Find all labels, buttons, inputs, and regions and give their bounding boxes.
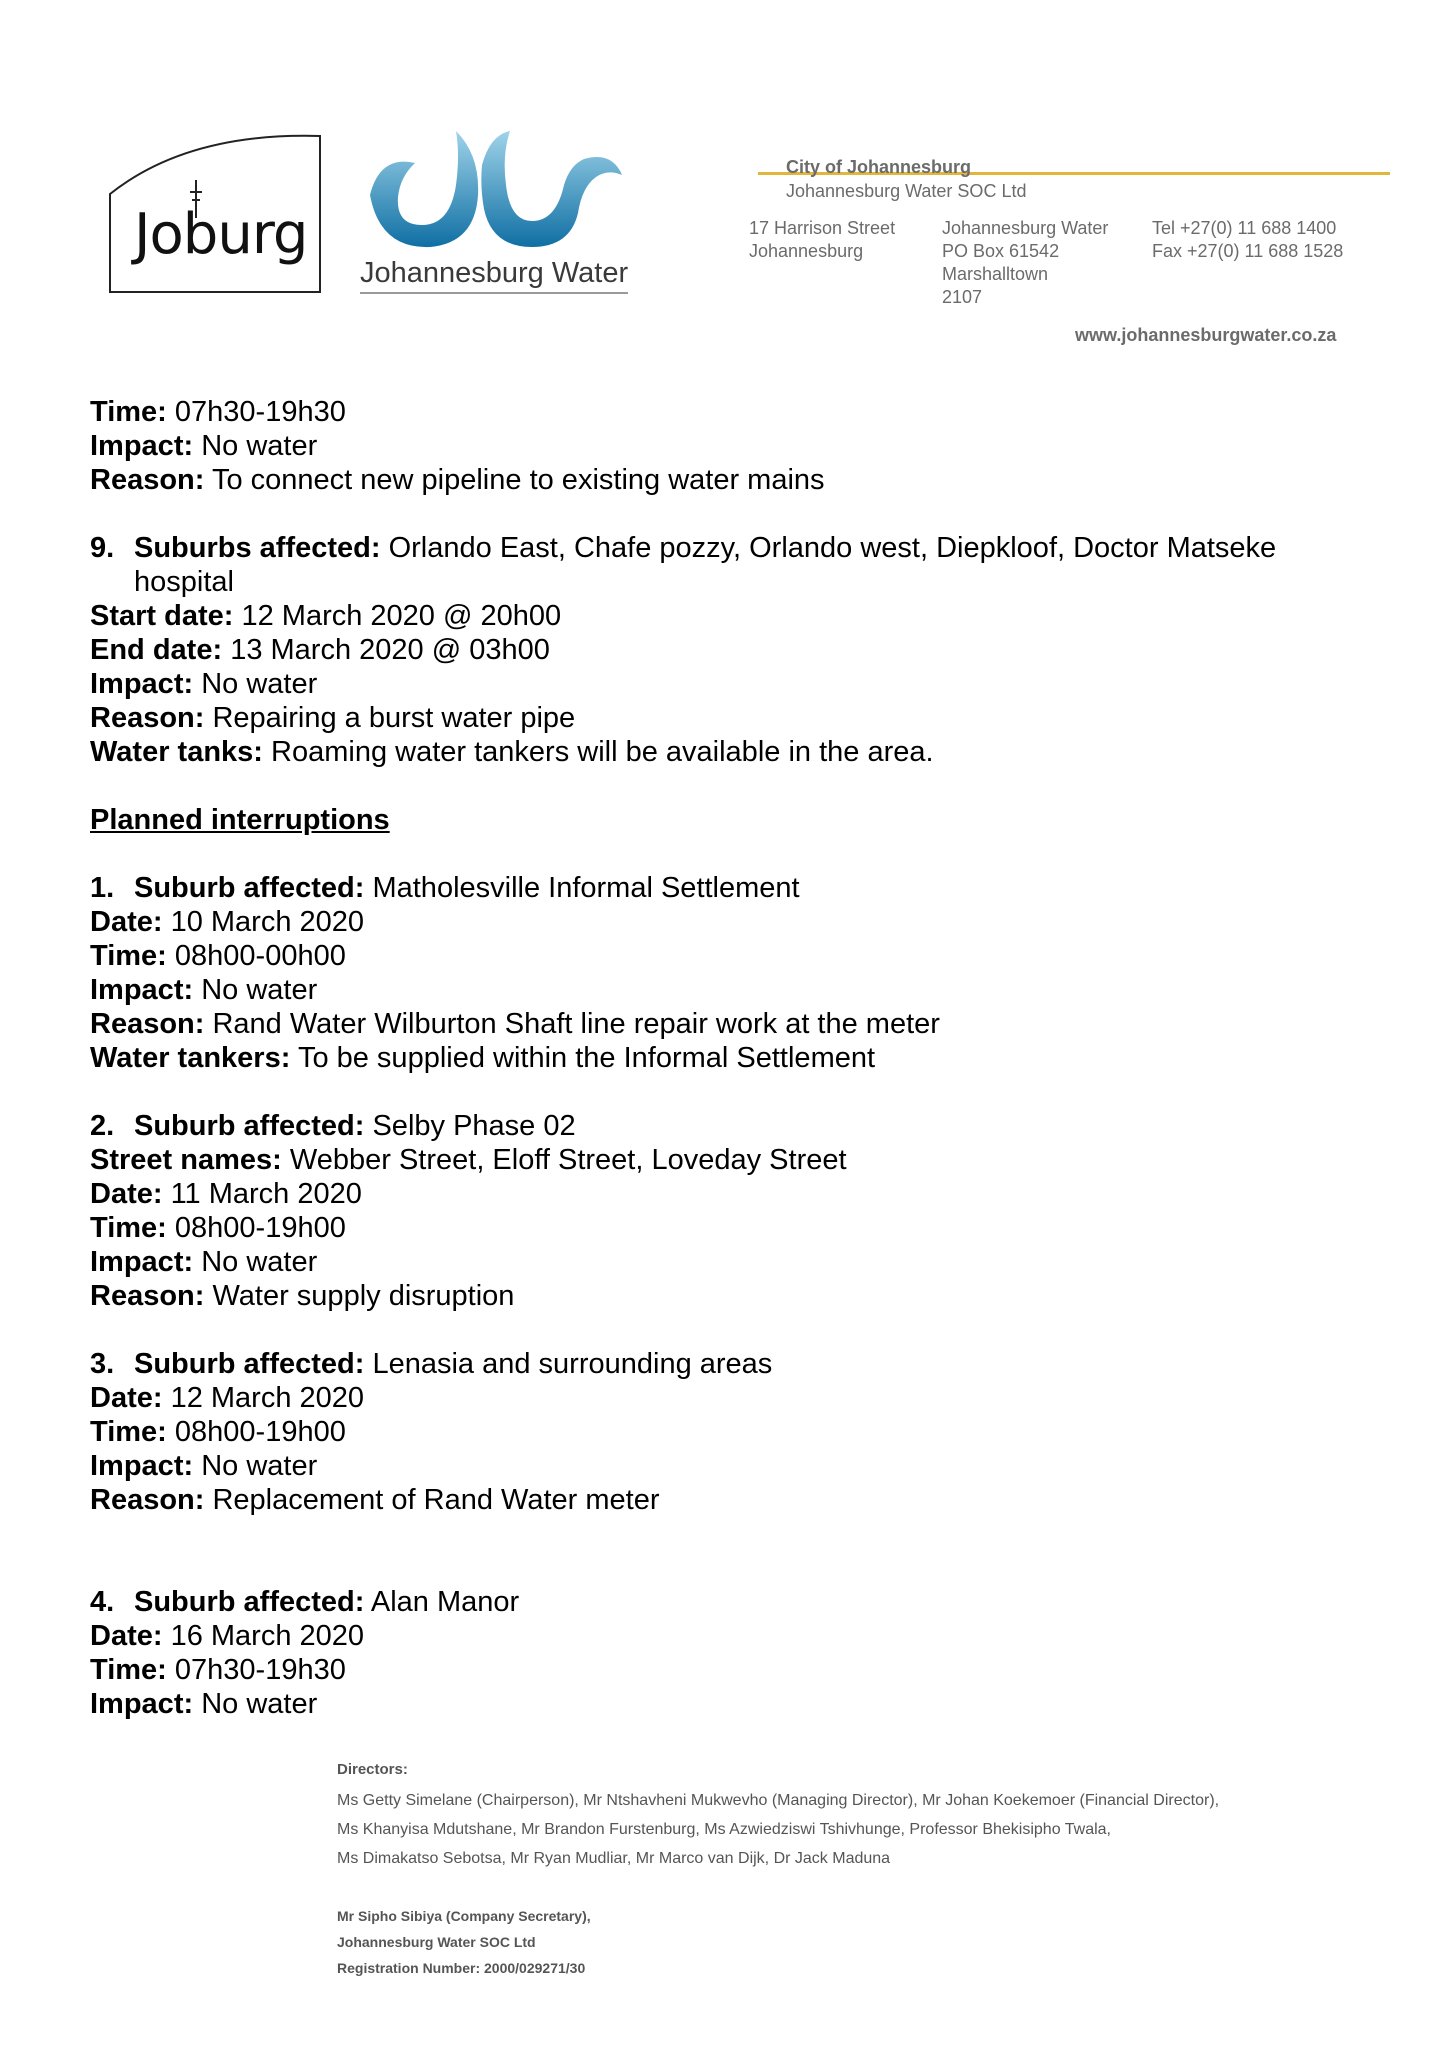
directors-line: Ms Khanyisa Mdutshane, Mr Brandon Furstenburg, Ms Azwiedziswi Tshivhunge, Professor Bhekisipho Twala, bbox=[337, 1821, 1111, 1838]
company-name: Johannesburg Water SOC Ltd bbox=[337, 1934, 536, 1950]
directors-title: Directors: bbox=[337, 1761, 408, 1778]
tel-line: Tel +27(0) 11 688 1400 bbox=[1152, 218, 1337, 238]
planned1-impact: Impact: No water bbox=[90, 974, 318, 1006]
address-line: Marshalltown bbox=[942, 264, 1049, 284]
item9-start: Start date: 12 March 2020 @ 20h00 bbox=[90, 600, 562, 632]
planned3-time: Time: 08h00-19h00 bbox=[90, 1416, 346, 1448]
address-line: Johannesburg bbox=[749, 241, 864, 261]
johannesburg-water-logo-text: Johannesburg Water bbox=[360, 257, 629, 289]
header-contact-col bbox=[1152, 217, 1343, 263]
joburg-logo-text: Joburg bbox=[134, 202, 308, 267]
planned3-date: Date: 12 March 2020 bbox=[90, 1382, 365, 1414]
planned1-time: Time: 08h00-00h00 bbox=[90, 940, 346, 972]
item9-reason: Reason: Repairing a burst water pipe bbox=[90, 702, 576, 734]
continued-impact: Impact: No water bbox=[90, 430, 318, 462]
directors-line: Ms Dimakatso Sebotsa, Mr Ryan Mudliar, Mr Marco van Dijk, Dr Jack Maduna bbox=[337, 1850, 891, 1867]
header-org-name: City of Johannesburg bbox=[786, 157, 972, 177]
item9-suburbs: 9. Suburbs affected: Orlando East, Chafe pozzy, Orlando west, Diepkloof, Doctor Matseke bbox=[90, 532, 1277, 564]
header-address-col2 bbox=[942, 217, 1108, 309]
planned2-impact: Impact: No water bbox=[90, 1246, 318, 1278]
header-address-col1 bbox=[749, 217, 895, 263]
item9-end: End date: 13 March 2020 @ 03h00 bbox=[90, 634, 550, 666]
planned4-suburb: 4. Suburb affected: Alan Manor bbox=[90, 1586, 520, 1618]
planned2-date: Date: 11 March 2020 bbox=[90, 1178, 362, 1210]
company-secretary: Mr Sipho Sibiya (Company Secretary), bbox=[337, 1908, 591, 1924]
planned-heading: Planned interruptions bbox=[90, 804, 390, 836]
planned3-reason: Reason: Replacement of Rand Water meter bbox=[90, 1484, 660, 1516]
johannesburg-water-logo bbox=[360, 125, 640, 297]
address-line: 2107 bbox=[942, 287, 983, 307]
planned2-suburb: 2. Suburb affected: Selby Phase 02 bbox=[90, 1110, 576, 1142]
planned4-date: Date: 16 March 2020 bbox=[90, 1620, 365, 1652]
planned2-reason: Reason: Water supply disruption bbox=[90, 1280, 515, 1312]
address-line: Johannesburg Water bbox=[942, 218, 1109, 238]
planned4-impact: Impact: No water bbox=[90, 1688, 318, 1720]
document-body bbox=[90, 395, 1390, 1721]
planned2-time: Time: 08h00-19h00 bbox=[90, 1212, 346, 1244]
planned4-time: Time: 07h30-19h30 bbox=[90, 1654, 346, 1686]
water-wave-icon bbox=[360, 125, 640, 255]
continued-time: Time: 07h30-19h30 bbox=[90, 396, 346, 428]
item9-impact: Impact: No water bbox=[90, 668, 318, 700]
planned1-reason: Reason: Rand Water Wilburton Shaft line repair work at the meter bbox=[90, 1008, 940, 1040]
planned2-streets: Street names: Webber Street, Eloff Street, Loveday Street bbox=[90, 1144, 847, 1176]
website-link[interactable]: www.johannesburgwater.co.za bbox=[1075, 325, 1337, 345]
footer bbox=[337, 1760, 1387, 1981]
planned3-impact: Impact: No water bbox=[90, 1450, 318, 1482]
fax-line: Fax +27(0) 11 688 1528 bbox=[1152, 241, 1344, 261]
address-line: 17 Harrison Street bbox=[749, 218, 896, 238]
planned1-date: Date: 10 March 2020 bbox=[90, 906, 365, 938]
logo-underline bbox=[360, 292, 628, 294]
registration-number: Registration Number: 2000/029271/30 bbox=[337, 1960, 586, 1976]
item9-tanks: Water tanks: Roaming water tankers will be available in the area. bbox=[90, 736, 934, 768]
joburg-logo bbox=[108, 134, 322, 294]
directors-line: Ms Getty Simelane (Chairperson), Mr Ntshavheni Mukwevho (Managing Director), Mr Johan Koekemoer (Financial Director), bbox=[337, 1792, 1220, 1809]
item9-suburbs-cont: hospital bbox=[134, 566, 234, 598]
planned1-tankers: Water tankers: To be supplied within the Informal Settlement bbox=[90, 1042, 876, 1074]
planned1-suburb: 1. Suburb affected: Matholesville Informal Settlement bbox=[90, 872, 800, 904]
planned3-suburb: 3. Suburb affected: Lenasia and surrounding areas bbox=[90, 1348, 773, 1380]
continued-reason: Reason: To connect new pipeline to existing water mains bbox=[90, 464, 825, 496]
address-line: PO Box 61542 bbox=[942, 241, 1060, 261]
header-org-sub: Johannesburg Water SOC Ltd bbox=[786, 181, 1027, 201]
